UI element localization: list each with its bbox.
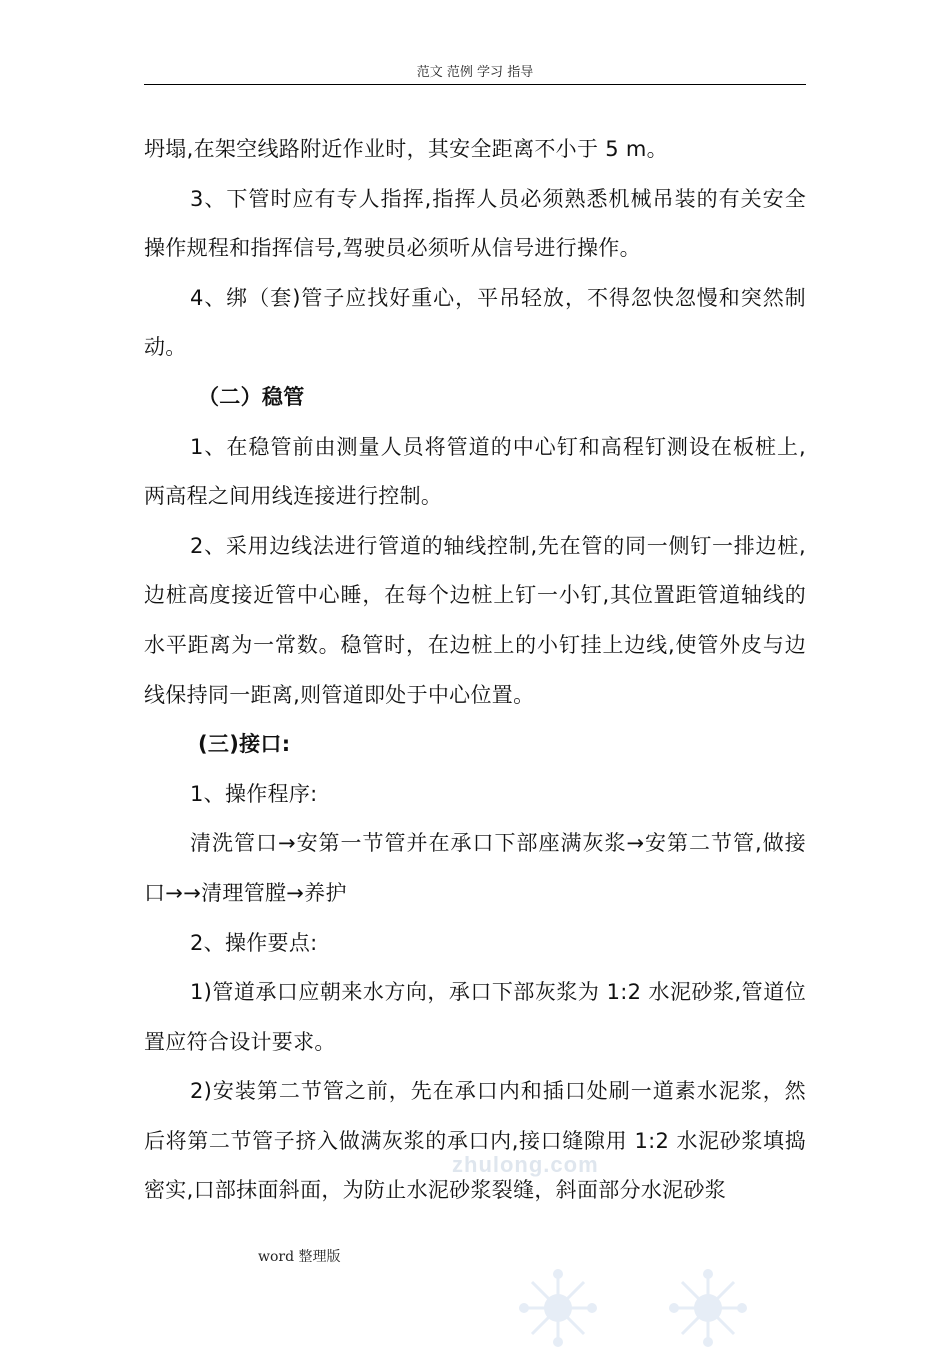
paragraph-9: 清洗管口→安第一节管并在承口下部座满灰浆→安第二节管,做接口→→清理管膛→养护 (144, 831, 806, 905)
section-heading-2: （二）稳管 (198, 384, 305, 409)
page-header: 范文 范例 学习 指导 (144, 62, 806, 85)
paragraph-12: 2)安装第二节管之前，先在承口内和插口处刷一道素水泥浆，然后将第二节管子挤入做满灰浆的承口内,接口缝隙用 1:2 水泥砂浆填捣密实,口部抹面斜面，为防止水泥砂浆裂缝，斜面部分水泥砂浆 (144, 1079, 806, 1203)
section-heading-3: (三)接口: (198, 732, 291, 757)
snowflake-watermark-icon (518, 1268, 598, 1348)
watermark: zhulong.com (452, 1152, 599, 1177)
paragraph-10: 2、操作要点: (190, 930, 318, 955)
paragraph-6: 2、采用边线法进行管道的轴线控制,先在管的同一侧钉一排边桩,边桩高度接近管中心睡，在每个边桩上钉一小钉,其位置距管道轴线的水平距离为一常数。稳管时，在边桩上的小钉挂上边线,使管外皮与边线保持同一距离,则管道即处于中心位置。 (144, 533, 806, 707)
paragraph-2: 3、下管时应有专人指挥,指挥人员必须熟悉机械吊装的有关安全操作规程和指挥信号,驾驶员必须听从信号进行操作。 (144, 186, 806, 261)
page-footer: word 整理版 (258, 1249, 341, 1265)
paragraph-11: 1)管道承口应朝来水方向，承口下部灰浆为 1:2 水泥砂浆,管道位置应符合设计要求。 (144, 980, 806, 1054)
snowflake-watermark-icon (668, 1268, 748, 1348)
paragraph-1: 坍塌,在架空线路附近作业时，其安全距离不小于 5 m。 (144, 137, 668, 161)
document-body (144, 125, 806, 1216)
paragraph-5: 1、在稳管前由测量人员将管道的中心钉和高程钉测设在板桩上,两高程之间用线连接进行控制。 (144, 434, 806, 509)
paragraph-3: 4、绑（套)管子应找好重心，平吊轻放，不得忽快忽慢和突然制动。 (144, 285, 806, 360)
paragraph-8: 1、操作程序: (190, 781, 318, 806)
